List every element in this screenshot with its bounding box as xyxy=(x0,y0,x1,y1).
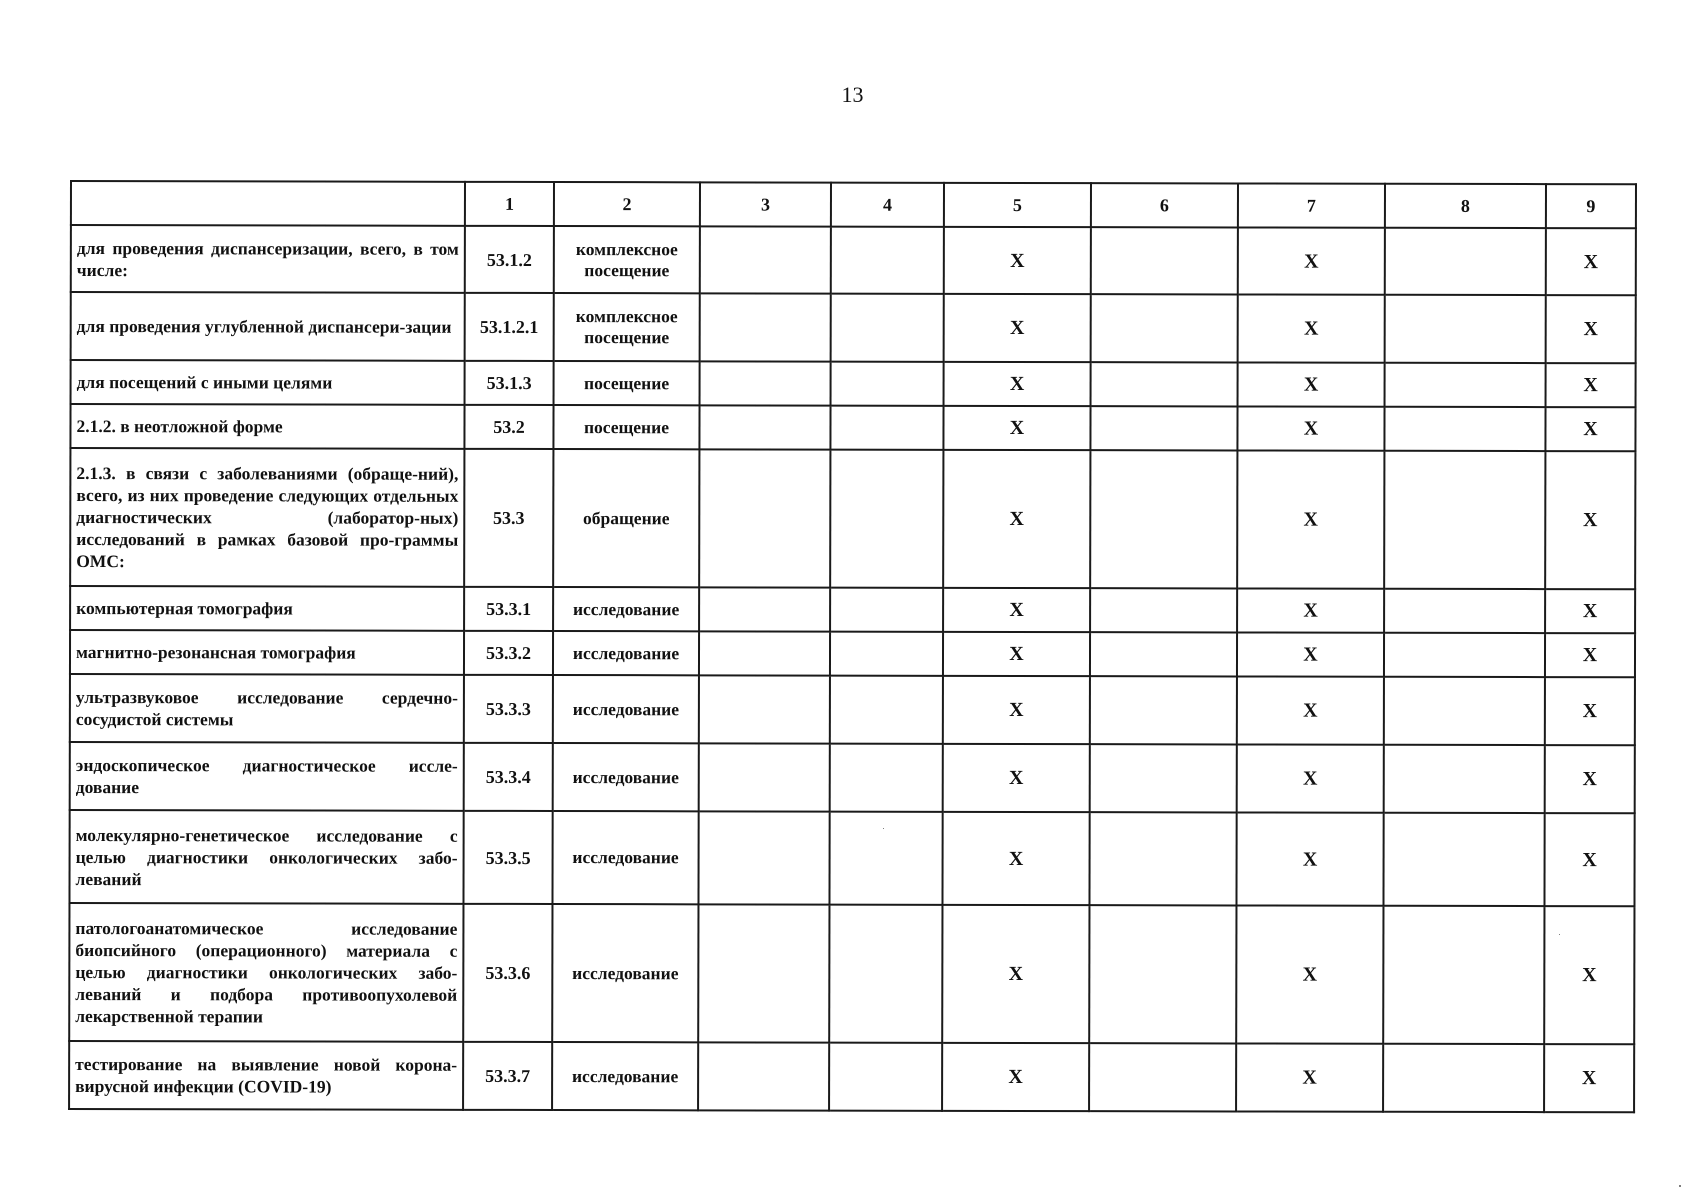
cell-col-7: X xyxy=(1237,406,1384,450)
services-table xyxy=(68,180,1637,1113)
cell-col-8 xyxy=(1383,1044,1544,1112)
cell-col-9: X xyxy=(1545,677,1635,745)
table-row xyxy=(70,630,1635,677)
row-code: 53.3.1 xyxy=(464,587,553,631)
row-code: 53.1.3 xyxy=(465,361,554,405)
cell-col-8 xyxy=(1384,407,1545,451)
row-code: 53.3.6 xyxy=(463,904,552,1042)
row-name: ультразвуковое исследование сердечно-сосудистой системы xyxy=(70,674,464,743)
row-name: тестирование на выявление новой корона-вирусной инфекции (COVID-19) xyxy=(69,1041,463,1110)
cell-col-7: X xyxy=(1236,905,1383,1043)
row-unit: посещение xyxy=(554,361,700,405)
cell-col-7: X xyxy=(1237,450,1384,588)
cell-col-3 xyxy=(699,675,830,743)
cell-col-9: X xyxy=(1546,295,1636,363)
cell-col-9: X xyxy=(1545,451,1635,589)
header-cell-6: 6 xyxy=(1091,183,1238,227)
row-name: 2.1.2. в неотложной форме xyxy=(70,404,464,449)
row-name: для посещений с иными целями xyxy=(71,360,465,405)
table-row xyxy=(70,586,1635,633)
table-row xyxy=(69,810,1634,906)
cell-col-4 xyxy=(830,744,943,812)
table-row xyxy=(70,448,1635,589)
table-row xyxy=(70,404,1635,451)
row-code: 53.3.5 xyxy=(463,811,552,904)
cell-col-7: X xyxy=(1238,294,1385,362)
header-cell-7: 7 xyxy=(1238,183,1385,227)
header-cell-2: 2 xyxy=(554,182,700,226)
scan-speck xyxy=(1559,934,1560,935)
cell-col-4 xyxy=(831,362,944,406)
cell-col-4 xyxy=(830,676,943,744)
cell-col-8 xyxy=(1384,589,1545,633)
row-name: магнитно-резонансная томография xyxy=(70,630,464,675)
cell-col-3 xyxy=(699,405,830,449)
cell-col-6 xyxy=(1090,406,1237,450)
row-name: молекулярно-генетическое исследование с целью диагностики онкологических забо-леваний xyxy=(69,810,463,904)
page-number: 13 xyxy=(841,82,864,107)
row-unit: исследование xyxy=(552,811,698,904)
cell-col-5: X xyxy=(943,676,1090,744)
cell-col-5: X xyxy=(942,905,1089,1043)
cell-col-9: X xyxy=(1546,228,1636,295)
cell-col-9: X xyxy=(1544,813,1634,906)
cell-col-5: X xyxy=(943,588,1090,632)
row-unit: исследование xyxy=(552,904,698,1042)
row-unit: комплексное посещение xyxy=(554,226,700,293)
cell-col-6 xyxy=(1090,450,1237,588)
cell-col-8 xyxy=(1384,451,1545,589)
row-name: эндоскопическое диагностическое иссле-дование xyxy=(70,742,464,811)
cell-col-6 xyxy=(1090,588,1237,632)
header-cell-name xyxy=(71,181,465,226)
table-row xyxy=(71,225,1636,295)
row-unit: комплексное посещение xyxy=(554,293,700,361)
cell-col-4 xyxy=(831,294,944,362)
header-cell-1: 1 xyxy=(465,182,554,226)
cell-col-3 xyxy=(700,226,831,293)
table-row xyxy=(71,292,1636,363)
header-cell-9: 9 xyxy=(1546,184,1636,228)
cell-col-9: X xyxy=(1544,1044,1634,1112)
cell-col-7: X xyxy=(1237,632,1384,676)
cell-col-5: X xyxy=(943,450,1090,588)
cell-col-8 xyxy=(1383,813,1544,906)
table-row xyxy=(70,742,1635,813)
cell-col-5: X xyxy=(944,362,1091,406)
row-code: 53.2 xyxy=(464,405,553,449)
header-cell-3: 3 xyxy=(700,182,831,226)
row-code: 53.1.2.1 xyxy=(465,293,554,361)
row-unit: посещение xyxy=(553,405,699,449)
cell-col-7: X xyxy=(1237,588,1384,632)
cell-col-7: X xyxy=(1238,227,1385,294)
scan-speck xyxy=(1679,1185,1681,1187)
cell-col-9: X xyxy=(1546,363,1636,407)
cell-col-7: X xyxy=(1236,1043,1383,1111)
cell-col-8 xyxy=(1384,677,1545,745)
row-name: компьютерная томография xyxy=(70,586,464,631)
row-unit: исследование xyxy=(553,587,699,631)
cell-col-4 xyxy=(831,227,944,294)
row-code: 53.1.2 xyxy=(465,226,554,293)
cell-col-3 xyxy=(698,904,829,1042)
header-cell-4: 4 xyxy=(831,183,944,227)
cell-col-3 xyxy=(700,293,831,361)
row-unit: исследование xyxy=(553,675,699,743)
header-cell-8: 8 xyxy=(1385,184,1546,228)
row-unit: обращение xyxy=(553,449,699,587)
cell-col-8 xyxy=(1385,363,1546,407)
cell-col-4 xyxy=(830,632,943,676)
table-row xyxy=(71,360,1636,407)
row-name: для проведения диспансеризации, всего, в том числе: xyxy=(71,225,465,293)
row-name: 2.1.3. в связи с заболеваниями (обраще-ний), всего, из них проведение следующих отдельных диагностических (лаборатор-ных) исследований в рамках базовой про-граммы ОМС: xyxy=(70,448,464,587)
table-row xyxy=(69,1041,1634,1112)
row-unit: исследование xyxy=(553,631,699,675)
cell-col-3 xyxy=(698,811,829,904)
cell-col-7: X xyxy=(1237,744,1384,812)
cell-col-6 xyxy=(1090,632,1237,676)
row-name: для проведения углубленной диспансери-зации xyxy=(71,292,465,361)
cell-col-6 xyxy=(1091,362,1238,406)
cell-col-6 xyxy=(1089,1043,1236,1111)
cell-col-7: X xyxy=(1238,362,1385,406)
cell-col-6 xyxy=(1090,744,1237,812)
cell-col-5: X xyxy=(942,1043,1089,1111)
cell-col-7: X xyxy=(1236,812,1383,905)
cell-col-3 xyxy=(699,743,830,811)
cell-col-3 xyxy=(700,361,831,405)
table-row xyxy=(69,903,1634,1044)
cell-col-3 xyxy=(699,449,830,587)
cell-col-8 xyxy=(1385,228,1546,295)
cell-col-6 xyxy=(1089,812,1236,905)
row-code: 53.3.2 xyxy=(464,631,553,675)
cell-col-3 xyxy=(698,1042,829,1110)
row-name: патологоанатомическое исследование биопсийного (операционного) материала с целью диагностики онкологических забо-леваний и подбора противоопухолевой лекарственной терапии xyxy=(69,903,463,1042)
cell-col-9: X xyxy=(1545,745,1635,813)
cell-col-5: X xyxy=(944,294,1091,362)
cell-col-8 xyxy=(1383,906,1544,1044)
row-code: 53.3.4 xyxy=(464,743,553,811)
cell-col-5: X xyxy=(944,227,1091,294)
table-row xyxy=(70,674,1635,745)
scan-speck xyxy=(883,828,884,829)
cell-col-6 xyxy=(1090,676,1237,744)
cell-col-3 xyxy=(699,631,830,675)
cell-col-4 xyxy=(829,905,942,1043)
cell-col-7: X xyxy=(1237,676,1384,744)
row-code: 53.3 xyxy=(464,449,553,587)
row-code: 53.3.7 xyxy=(463,1042,552,1110)
cell-col-5: X xyxy=(942,812,1089,905)
cell-col-6 xyxy=(1091,294,1238,362)
cell-col-4 xyxy=(829,1043,942,1111)
cell-col-8 xyxy=(1384,633,1545,677)
cell-col-4 xyxy=(830,450,943,588)
cell-col-9: X xyxy=(1545,589,1635,633)
row-unit: исследование xyxy=(553,743,699,811)
cell-col-9: X xyxy=(1545,407,1635,451)
cell-col-8 xyxy=(1384,745,1545,813)
cell-col-9: X xyxy=(1544,906,1634,1044)
header-cell-5: 5 xyxy=(944,183,1091,227)
column-number-row xyxy=(71,181,1636,228)
cell-col-4 xyxy=(829,812,942,905)
row-unit: исследование xyxy=(552,1042,698,1110)
cell-col-6 xyxy=(1089,905,1236,1043)
cell-col-4 xyxy=(830,406,943,450)
cell-col-9: X xyxy=(1545,633,1635,677)
cell-col-8 xyxy=(1385,295,1546,363)
cell-col-3 xyxy=(699,587,830,631)
cell-col-6 xyxy=(1091,227,1238,294)
row-code: 53.3.3 xyxy=(464,675,553,743)
cell-col-5: X xyxy=(943,632,1090,676)
cell-col-4 xyxy=(830,588,943,632)
cell-col-5: X xyxy=(943,744,1090,812)
cell-col-5: X xyxy=(943,406,1090,450)
